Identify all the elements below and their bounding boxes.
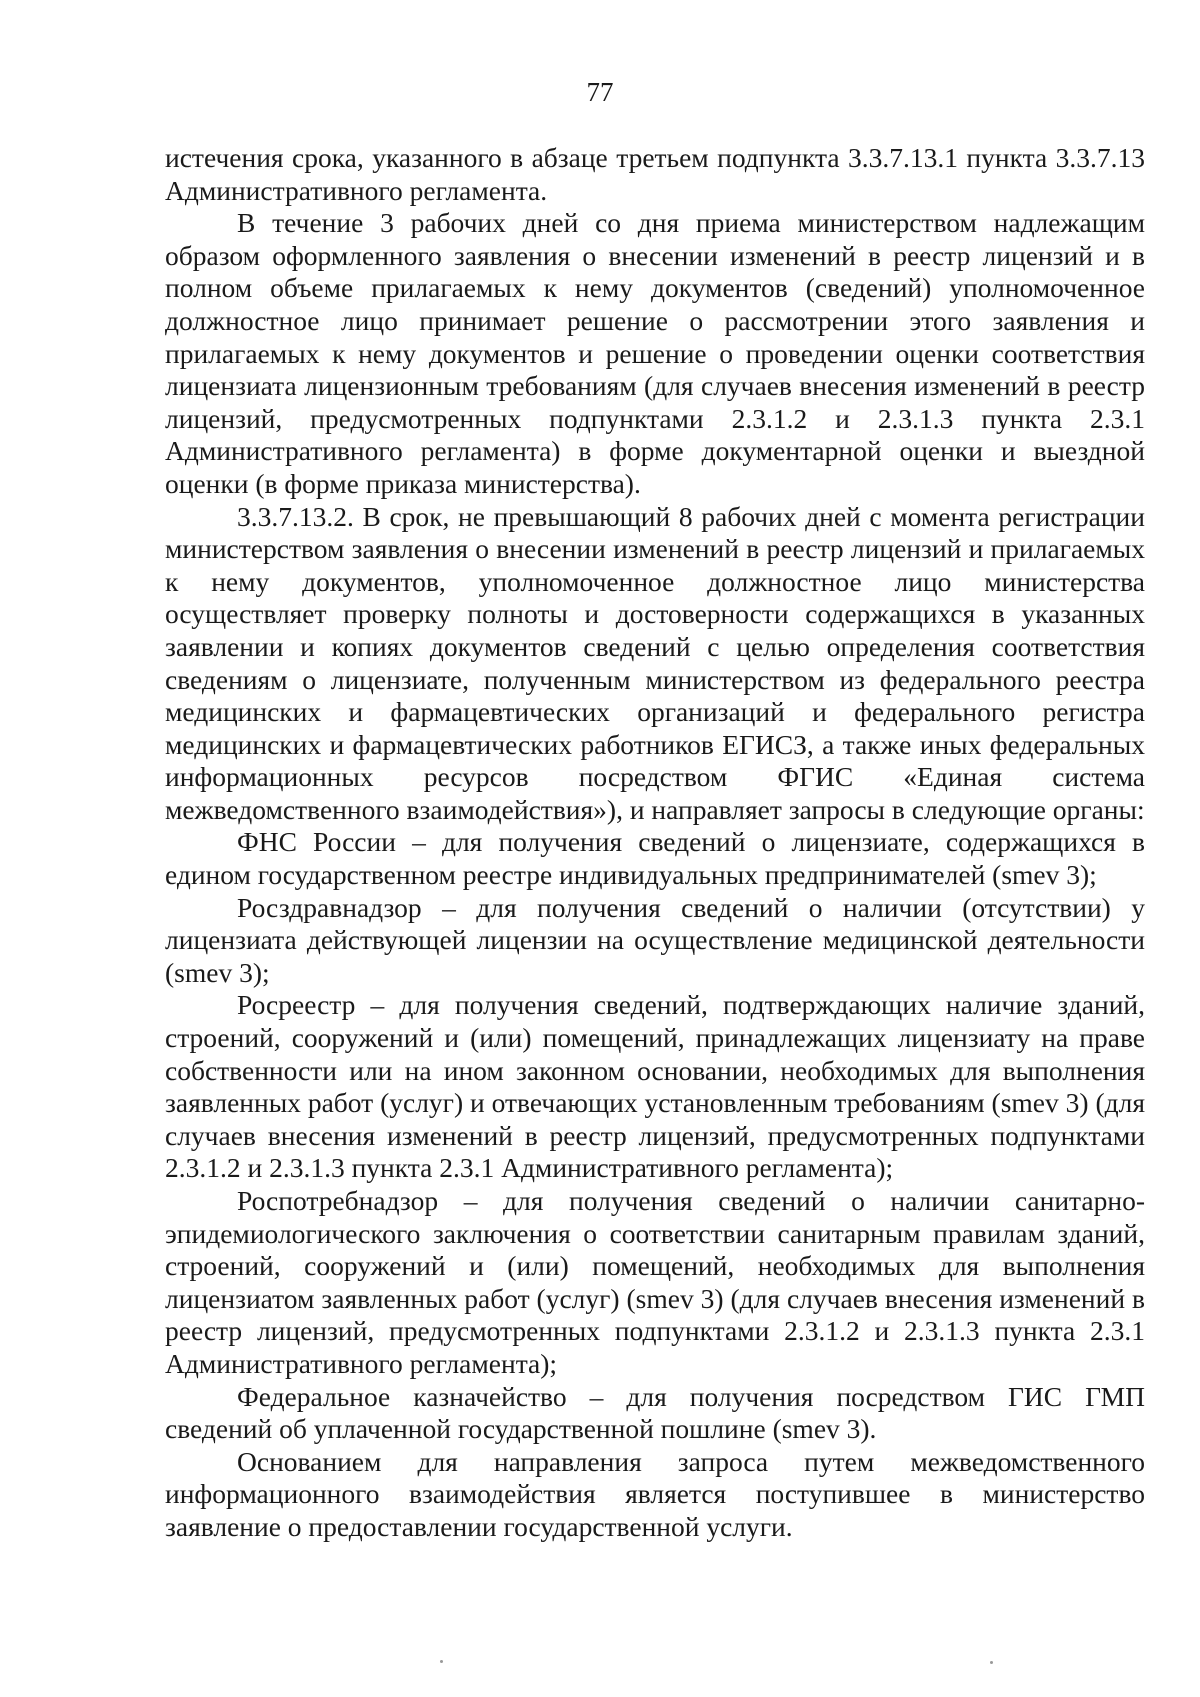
paragraph-rospotrebnadzor: Роспотребнадзор – для получения сведений о наличии санитарно-эпидемиологического заключения о соответствии санитарным правилам зданий, строений, сооружений и (или) помещений, необходимых для выполнения лицензиатом заявленных работ (услуг) (smev 3) (для случаев внесения изменений в реестр лицензий, предусмотренных подпунктами 2.3.1.2 и 2.3.1.3 пункта 2.3.1 Административного регламента); [165,1185,1145,1379]
document-body [165,142,1145,1544]
paragraph-roszdravnadzor: Росздравнадзор – для получения сведений о наличии (отсутствии) у лицензиата действующей лицензии на осуществление медицинской деятельности (smev 3); [165,891,1145,988]
paragraph-decision-timeline: В течение 3 рабочих дней со дня приема министерством надлежащим образом оформленного заявления о внесении изменений в реестр лицензий и в полном объеме прилагаемых к нему документов (сведений) уполномоченное должностное лицо принимает решение о рассмотрении этого заявления и прилагаемых к нему документов и решение о проведении оценки соответствия лицензиата лицензионным требованиям (для случаев внесения изменений в реестр лицензий, предусмотренных подпунктами 2.3.1.2 и 2.3.1.3 пункта 2.3.1 Административного регламента) в форме документарной оценки и выездной оценки (в форме приказа министерства). [165,207,1145,499]
page-number: 77 [586,77,614,107]
paragraph-treasury: Федеральное казначейство – для получения посредством ГИС ГМП сведений об уплаченной государственной пошлине (smev 3). [165,1380,1145,1445]
paragraph-fns: ФНС России – для получения сведений о лицензиате, содержащихся в едином государственном реестре индивидуальных предпринимателей (smev 3); [165,826,1145,891]
paragraph-basis: Основанием для направления запроса путем межведомственного информационного взаимодействия является поступившее в министерство заявление о предоставлении государственной услуги. [165,1445,1145,1542]
paragraph-3-3-7-13-2: 3.3.7.13.2. В срок, не превышающий 8 рабочих дней с момента регистрации министерством заявления о внесении изменений в реестр лицензий и прилагаемых к нему документов, уполномоченное должностное лицо министерства осуществляет проверку полноты и достоверности содержащихся в указанных заявлении и копиях документов сведений с целью определения соответствия сведениям о лицензиате, полученным министерством из федерального реестра медицинских и фармацевтических организаций и федерального регистра медицинских и фармацевтических работников ЕГИСЗ, а также иных федеральных информационных ресурсов посредством ФГИС «Единая система межведомственного взаимодействия»), и направляет запросы в следующие органы: [165,500,1145,825]
scan-speck [440,1660,443,1663]
paragraph-continuation: истечения срока, указанного в абзаце третьем подпункта 3.3.7.13.1 пункта 3.3.7.13 Административного регламента. [165,142,1145,206]
scan-speck [990,1661,993,1664]
paragraph-rosreestr: Росреестр – для получения сведений, подтверждающих наличие зданий, строений, сооружений и (или) помещений, принадлежащих лицензиату на праве собственности или на ином законном основании, необходимых для выполнения заявленных работ (услуг) и отвечающих установленным требованиям (smev 3) (для случаев внесения изменений в реестр лицензий, предусмотренных подпунктами 2.3.1.2 и 2.3.1.3 пункта 2.3.1 Административного регламента); [165,989,1145,1184]
